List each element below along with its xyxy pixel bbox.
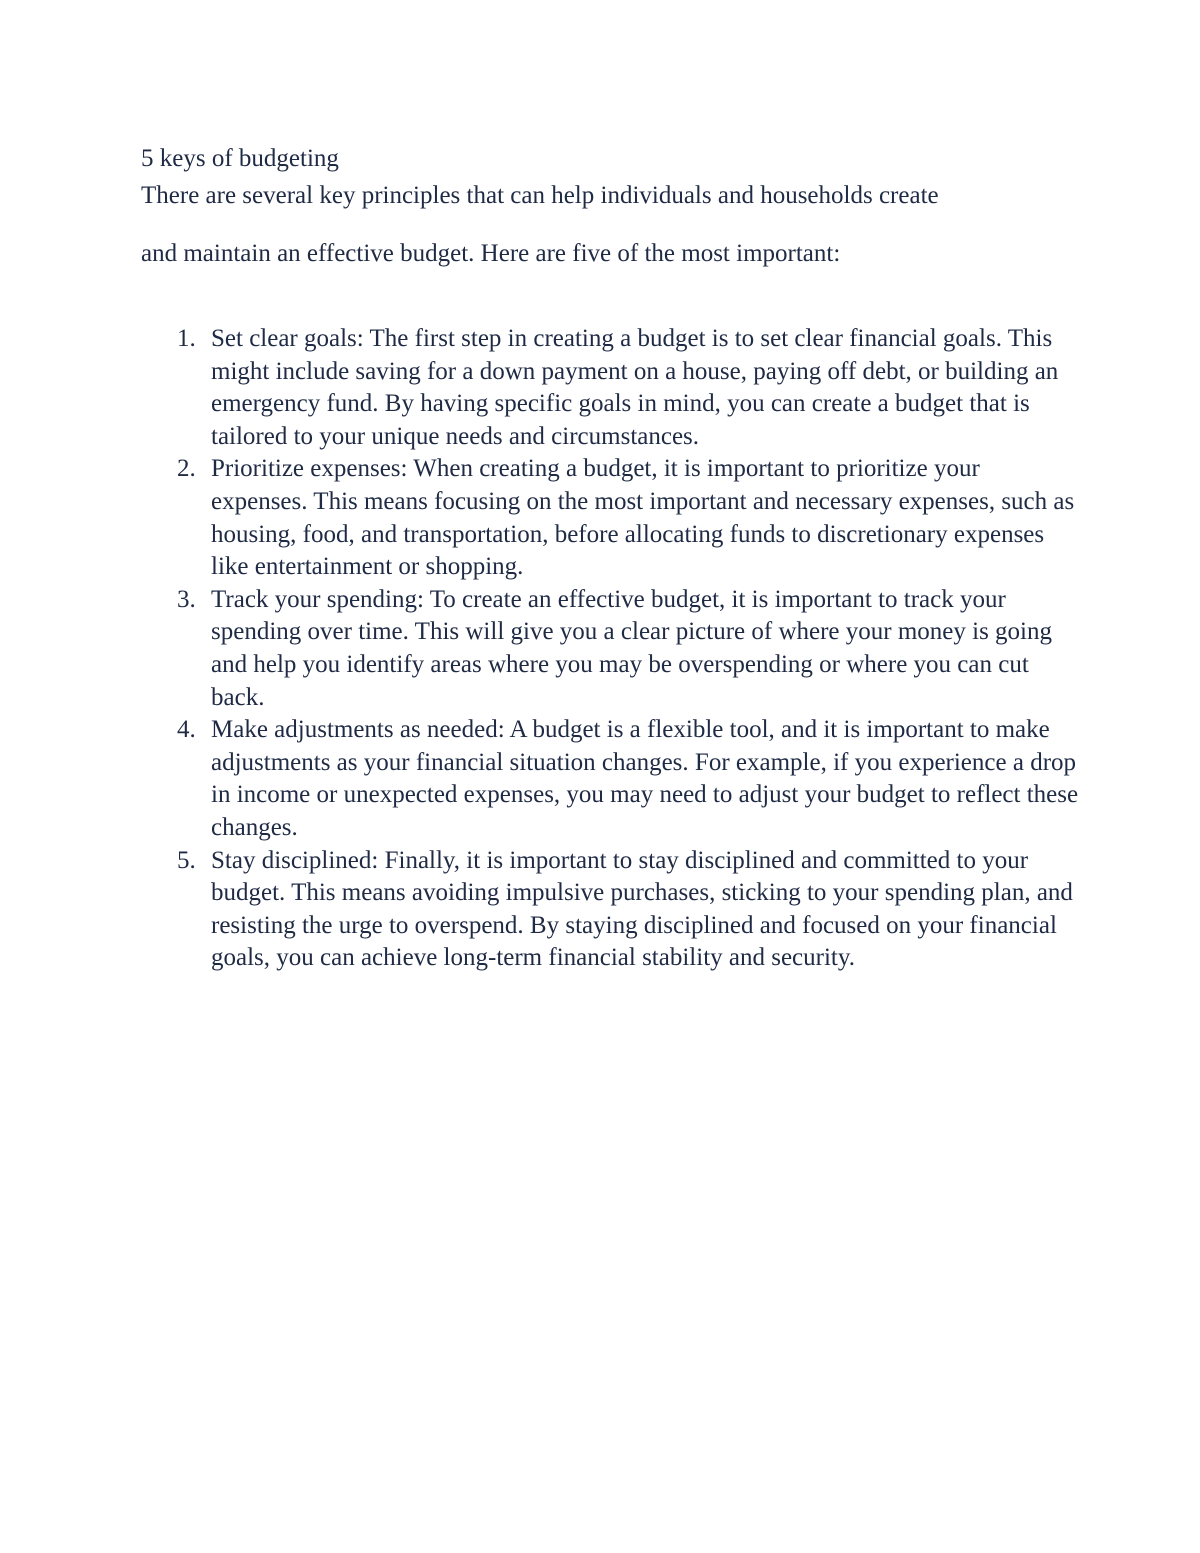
list-item-number: 1. xyxy=(177,325,196,352)
intro-paragraph-line-2: and maintain an effective budget. Here are five of the most important: xyxy=(141,240,841,267)
list-item xyxy=(141,453,1081,583)
list-item-number: 4. xyxy=(177,716,196,744)
list-item-text: Stay disciplined: Finally, it is important to stay disciplined and committed to your budget. This means avoiding impulsive purchases, sticking to your spending plan, and resisting the urge to overspend. By staying disciplined and focused on your financial goals, you can achieve long-term financial stability and security. xyxy=(211,846,1073,972)
budgeting-keys-list xyxy=(141,323,1081,975)
list-item-number: 3. xyxy=(177,585,196,613)
list-item xyxy=(141,714,1081,844)
list-item xyxy=(141,584,1081,714)
list-item-text: Track your spending: To create an effective budget, it is important to track your spending over time. This will give you a clear picture of where your money is going and help you identify areas where you may be overspending or where you can cut back. xyxy=(211,585,1053,711)
document-title: 5 keys of budgeting xyxy=(141,145,339,172)
list-item xyxy=(141,845,1081,975)
list-item-text: Prioritize expenses: When creating a budget, it is important to prioritize your expenses. This means focusing on the most important and necessary expenses, such as housing, food, and transportation, before allocating funds to discretionary expenses like entertainment or shopping. xyxy=(211,455,1075,581)
list-item xyxy=(141,323,1081,453)
intro-paragraph-line-1: There are several key principles that can help individuals and households create xyxy=(141,182,939,209)
list-item-text: Set clear goals: The first step in creating a budget is to set clear financial goals. This might include saving for a down payment on a house, paying off debt, or building an emergency fund. By having specific goals in mind, you can create a budget that is tailored to your unique needs and circumstances. xyxy=(211,325,1059,450)
list-item-text: Make adjustments as needed: A budget is a flexible tool, and it is important to make adjustments as your financial situation changes. For example, if you experience a drop in income or unexpected expenses, you may need to adjust your budget to reflect these changes. xyxy=(211,716,1079,841)
list-item-number: 2. xyxy=(177,455,196,483)
list-item-number: 5. xyxy=(177,846,196,874)
